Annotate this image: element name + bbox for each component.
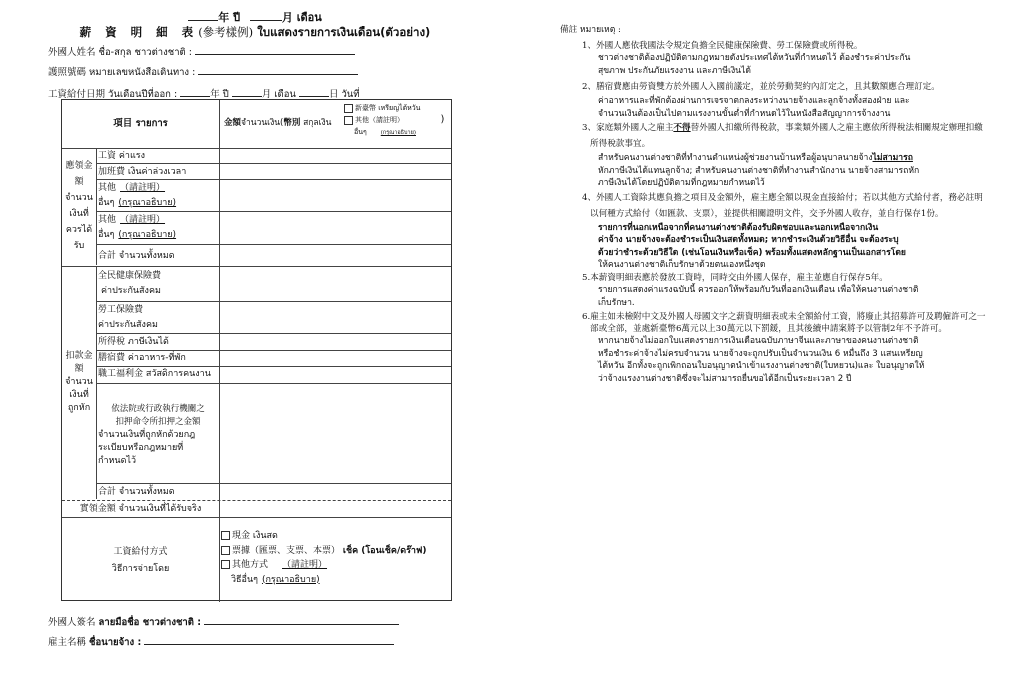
note-item-5: [560, 272, 990, 310]
total-th: จำนวนทั้งหมด: [118, 487, 175, 497]
group-label-line: จำนวน: [65, 377, 93, 387]
item-zh: 加班費: [98, 167, 126, 177]
item-th-line: กำหนดไว้: [98, 456, 137, 466]
year-label: 年 ปี: [218, 11, 241, 24]
item-zh-line: 依法院或行政執行機關之: [111, 404, 205, 414]
group-label-line: เงินที่: [69, 209, 89, 219]
amount-cell-overtime[interactable]: [220, 164, 451, 178]
month-label: 月 เดือน: [281, 11, 322, 24]
checkbox-icon[interactable]: [221, 560, 230, 569]
item-zh: 職工福利金: [98, 369, 144, 379]
row-divider: [62, 517, 451, 518]
earnings-row-other-1: [98, 181, 218, 211]
earnings-group-label: [62, 158, 96, 254]
option-zh: 票據（匯票、支票、本票）: [232, 545, 341, 556]
earnings-row-overtime: [98, 166, 218, 179]
amount-column-header: [224, 117, 332, 130]
payment-method-label: [62, 544, 219, 578]
worker-name-label: 外國人姓名 ชื่อ-สกุล ชาวต่างชาติ :: [48, 47, 192, 58]
deduction-row-labor-insurance: [98, 303, 218, 333]
deductions-group-label: [62, 350, 96, 415]
item-th-hint[interactable]: (กรุณาอธิบาย): [118, 198, 177, 208]
note-zh: 雇主如未檢附中文及外國人母國文字之薪資明細表或未全額給付工資，將廢止其招募許可及聘僱許可之一部或全部，並處新臺幣6萬元以上30萬元以下罰鍰，且其後續申請案將予以管制2年不予許可。: [590, 312, 986, 334]
item-column-header: [62, 117, 219, 130]
pay-date-label: 工資給付日期 วันเดือนปีที่ออก :: [48, 89, 178, 100]
document-title: [0, 24, 510, 42]
item-zh: 其他: [98, 183, 117, 193]
earnings-group-divider: [96, 148, 97, 265]
group-label-line: 應領金: [65, 161, 93, 171]
item-th: ค่าประกันสังคม: [98, 320, 158, 330]
deduction-row-income-tax: [98, 336, 218, 349]
currency-header-th: สกุลเงิน: [303, 118, 332, 128]
item-th: สวัสดิการคนงาน: [145, 369, 211, 379]
group-label-line: เงินที่: [69, 390, 89, 400]
option-th: เงินสด: [252, 531, 278, 541]
title-zh-note: (參考樣例): [198, 25, 254, 39]
item-th: ค่าประกันสังคม: [101, 286, 161, 296]
payment-option-cash[interactable]: [221, 529, 426, 544]
note-zh: 外國人工資除其應負擔之項目及金額外，雇主應全額以現金直接給付；若以其他方式給付者，務必註明以何種方式給付（如匯款、支票），並提供相關證明文件，交予外國人收存，並自行保存1份。: [590, 192, 983, 219]
item-zh-hint[interactable]: （請註明）: [120, 215, 166, 225]
amount-cell-net-pay[interactable]: [220, 503, 451, 516]
group-label-line: 額: [74, 177, 84, 187]
checkbox-icon[interactable]: [344, 104, 353, 113]
note-item-1: [560, 40, 990, 78]
item-th: อื่นๆ: [98, 198, 115, 208]
pay-day-label: 日 วันที่: [328, 89, 360, 100]
other-method-th-hint[interactable]: (กรุณาอธิบาย): [261, 574, 320, 585]
note-zh: 家庭類外國人之雇主: [596, 123, 674, 133]
worker-name-input[interactable]: [195, 44, 355, 55]
note-zh: 本薪資明細表應於發放工資時，同時交由外國人保存，雇主並應自行保存5年。: [590, 272, 888, 283]
payslip-table: [61, 99, 452, 601]
amount-header-zh: 金額: [224, 118, 242, 128]
row-divider: [96, 483, 451, 484]
item-zh: 所得稅: [98, 337, 126, 347]
pay-month-input[interactable]: [232, 86, 262, 97]
title-zh: 薪 資 明 細 表: [79, 25, 199, 39]
note-th-line: รายการที่นอกเหนือจากที่คนงานต่างชาติต้องรับผิดชอบและนอกเหนือจากเงิน: [598, 222, 879, 233]
item-header-zh: 項目: [113, 118, 133, 129]
worker-signature-input[interactable]: [204, 614, 399, 625]
item-th: เงินค่าล่วงเวลา: [127, 167, 187, 177]
note-item-4: [560, 190, 990, 272]
row-divider: [96, 366, 451, 367]
row-divider: [96, 211, 451, 212]
row-divider: [96, 350, 451, 351]
note-item-3: [560, 120, 990, 190]
note-number: 6.: [582, 312, 591, 322]
note-th-line: ภาษีเงินได้โดยปฏิบัติตามที่กฎหมายกำหนดไว้: [598, 178, 765, 188]
currency-option-ntd[interactable]: [344, 102, 444, 114]
note-number: 5.: [582, 272, 591, 283]
deduction-row-welfare: [98, 368, 218, 381]
checkbox-icon[interactable]: [221, 546, 230, 555]
deduction-row-board-lodging: [98, 352, 218, 365]
note-number: 3、: [582, 123, 597, 133]
pay-month-label: 月 เดือน: [261, 89, 296, 100]
employer-label-zh: 雇主名稱: [48, 637, 87, 648]
net-pay-row: [62, 503, 219, 516]
group-label-line: ควรได้: [65, 225, 93, 235]
total-zh: 合計: [98, 487, 117, 497]
payment-method-label-th: วิธีการจ่ายโดย: [111, 564, 170, 574]
currency-option-other[interactable]: [344, 114, 444, 126]
row-divider: [96, 301, 451, 302]
note-th-line: จำนวนเงินต้องเป็นไปตามแรงงานขั้นต่ำที่กำหนดไว้ในหนังสือสัญญาการจ้างงาน: [598, 108, 891, 119]
month-blank[interactable]: [250, 10, 282, 21]
group-label-line: จำนวน: [65, 193, 93, 203]
year-blank[interactable]: [188, 10, 218, 21]
employer-label-th: ชื่อนายจ้าง :: [89, 637, 142, 648]
net-pay-th: จำนวนเงินที่ได้รับจริง: [118, 504, 202, 514]
item-zh: 膳宿費: [98, 353, 126, 363]
currency-header-zh: 幣別: [283, 118, 301, 128]
amount-cell-wage[interactable]: [220, 149, 451, 163]
currency-other-hint[interactable]: (กรุณาอธิบาย): [380, 130, 416, 136]
signature-label-zh: 外國人簽名: [48, 617, 96, 628]
earnings-total-row: [98, 250, 218, 263]
note-th-line: เก็บรักษา.: [598, 297, 635, 308]
note-th-line: หรือชำระค่าจ้างไม่ครบจำนวน นายจ้างจะถูกปรับเป็นจำนวนเงิน 6 หมื่นถึง 3 แสนเหรียญ: [598, 348, 923, 359]
worker-signature-field: [48, 614, 399, 630]
row-divider: [62, 500, 451, 501]
checkbox-icon[interactable]: [221, 531, 230, 540]
checkbox-icon[interactable]: [344, 116, 353, 125]
note-th-emphasis: ไม่สามารถ: [872, 153, 913, 163]
note-zh-emphasis: 不得: [673, 123, 691, 133]
item-zh-line: 扣押命令所扣押之金額: [115, 417, 201, 427]
row-divider: [96, 383, 451, 384]
passport-input[interactable]: [198, 64, 358, 75]
note-number: 4、: [582, 192, 597, 203]
note-item-2: [560, 79, 990, 120]
option-zh-hint[interactable]: （請註明）: [282, 560, 328, 570]
deduction-row-health-insurance: [98, 269, 218, 299]
item-th: ค่าแรง: [118, 151, 145, 161]
earnings-row-wage: [98, 150, 218, 163]
item-th: อื่นๆ: [98, 230, 115, 240]
pay-year-input[interactable]: [180, 86, 210, 97]
employer-name-input[interactable]: [144, 634, 394, 645]
note-th-line: ชาวต่างชาติต้องปฏิบัติตามกฎหมายดังประเทศไต้หวันที่กำหนดไว้ ต้องชำระค่าประกัน: [598, 53, 911, 63]
amount-header-th: จำนวนเงิน(: [241, 118, 284, 128]
close-paren: ): [440, 114, 445, 125]
employer-name-field: [48, 634, 394, 650]
deductions-total-row: [98, 486, 218, 499]
note-zh: 外國人應依我國法令規定負擔全民健康保險費、勞工保險費或所得稅。: [596, 40, 863, 51]
item-zh: 全民健康保險費: [98, 271, 162, 281]
item-zh: 其他: [98, 215, 117, 225]
option-th: เช็ค (โอนเช็ค/ดร๊าฟ): [342, 545, 427, 556]
note-th-line: ไต้หวัน อีกทั้งจะถูกเพิกถอนใบอนุญาตนำเข้าแรงงานต่างชาติ(ใบหยวน)และ ใบอนุญาตให้: [598, 361, 925, 371]
item-zh: 工資: [98, 151, 117, 161]
row-divider: [62, 266, 451, 267]
item-th-line: จำนวนเงินที่ถูกหักด้วยกฎ: [98, 430, 196, 440]
payment-option-other[interactable]: [221, 558, 426, 573]
item-th: ค่าอาหาร-ที่พัก: [127, 353, 186, 363]
note-th-line: ให้คนงานต่างชาติเก็บรักษาด้วยตนเองหนึ่งชุด: [598, 260, 766, 270]
option-zh: 其他方式: [232, 560, 269, 570]
passport-field: [48, 64, 358, 80]
row-divider: [96, 333, 451, 334]
currency-option-label: 其他（請註明）: [355, 116, 401, 124]
row-divider: [96, 179, 451, 180]
total-zh: 合計: [98, 251, 117, 261]
notes-title: 備註 หมายเหตุ :: [560, 25, 621, 35]
note-th-line: หักภาษีเงินได้แทนลูกจ้าง; สำหรับคนงานต่างชาติที่ทำงานสำนักงาน นายจ้างสามารถหัก: [598, 165, 920, 176]
pay-day-input[interactable]: [299, 86, 329, 97]
note-th-line: ด้วยว่าชำระด้วยวิธีใด (เช่นโอนเงินหรือเช็ค) พร้อมทั้งแสดงหลักฐานเป็นเอกสารโดย: [598, 247, 906, 258]
note-zh: 替外國人扣繳所得稅款，事業類外國人之雇主應依所得稅法相關規定辦理扣繳所得稅款事宜。: [590, 123, 983, 149]
note-th-line: สุขภาพ ประกันภัยแรงงาน และภาษีเงินได้: [598, 65, 751, 76]
note-zh: 膳宿費應由勞資雙方於外國人入國前議定，並於勞動契約內訂定之，且其數額應合理訂定。: [596, 82, 940, 92]
payment-method-options: [221, 529, 426, 587]
worker-name-field: [48, 44, 355, 60]
item-header-th: รายการ: [135, 118, 168, 129]
other-method-th: วิธีอื่นๆ: [231, 574, 258, 585]
group-label-line: 扣款金: [65, 351, 93, 361]
item-th-hint[interactable]: (กรุณาอธิบาย): [118, 230, 177, 240]
item-zh-hint[interactable]: （請註明）: [120, 183, 166, 193]
note-th-line: ค่าอาหารและที่พักต้องผ่านการเจรจาตกลงระหว่างนายจ้างและลูกจ้างทั้งสองฝ่าย และ: [598, 96, 910, 106]
note-number: 1、: [582, 40, 597, 51]
deduction-row-court-garnishment: [98, 403, 218, 468]
note-th-line: ค่าจ้าง นายจ้างจะต้องชำระเป็นเงินสดทั้งหมด; หากชำระเงินด้วยวิธีอื่น จะต้องระบุ: [598, 235, 899, 245]
item-th: ภาษีเงินได้: [127, 337, 169, 347]
pay-year-label: 年 ปี: [210, 89, 229, 100]
note-item-6: [560, 311, 990, 385]
group-label-line: รับ: [73, 241, 85, 251]
item-th-line: ระเบียบหรือกฎหมายที่: [98, 443, 184, 453]
note-th-line: หากนายจ้างไม่ออกใบแสดงรายการเงินเดือนฉบับภาษาจีนและภาษาของคนงานต่างชาติ: [598, 336, 919, 346]
notes-section: [560, 24, 990, 385]
group-label-line: 額: [74, 364, 84, 374]
passport-label: 護照號碼 หมายเลขหนังสือเดินทาง :: [48, 67, 196, 78]
option-zh: 現金: [232, 531, 251, 541]
signature-label-th: ลายมือชื่อ ชาวต่างชาติ :: [98, 617, 202, 628]
currency-options: [344, 102, 444, 139]
note-th: สำหรับคนงานต่างชาติที่ทำงานตำแหน่งผู้ช่วยงานบ้านหรือผู้อนุบาลนายจ้าง: [598, 153, 873, 163]
total-th: จำนวนทั้งหมด: [118, 251, 175, 261]
note-number: 2、: [582, 82, 597, 92]
payment-method-label-zh: 工資給付方式: [113, 547, 168, 557]
title-th: ใบแสดงรายการเงินเดือน(ตัวอย่าง): [257, 25, 431, 39]
payment-option-check[interactable]: [221, 544, 426, 559]
currency-other-label: อื่นๆ: [354, 128, 367, 136]
item-zh: 勞工保險費: [98, 305, 144, 315]
net-pay-zh: 實領金額: [79, 504, 116, 514]
earnings-row-other-2: [98, 213, 218, 243]
row-divider: [96, 244, 451, 245]
note-th-line: รายการแสดงค่าแรงฉบับนี้ ควรออกให้พร้อมกับวันที่ออกเงินเดือน เพื่อให้คนงานต่างชาติ: [598, 285, 919, 295]
group-label-line: ถูกหัก: [67, 403, 91, 413]
note-th-line: ว่าจ้างแรงงานต่างชาติซึ่งจะไม่สามารถยื่นขอได้อีกเป็นระยะเวลา 2 ปี: [598, 373, 852, 384]
currency-option-label: 新臺幣 เหรียญไต้หวัน: [355, 104, 421, 112]
